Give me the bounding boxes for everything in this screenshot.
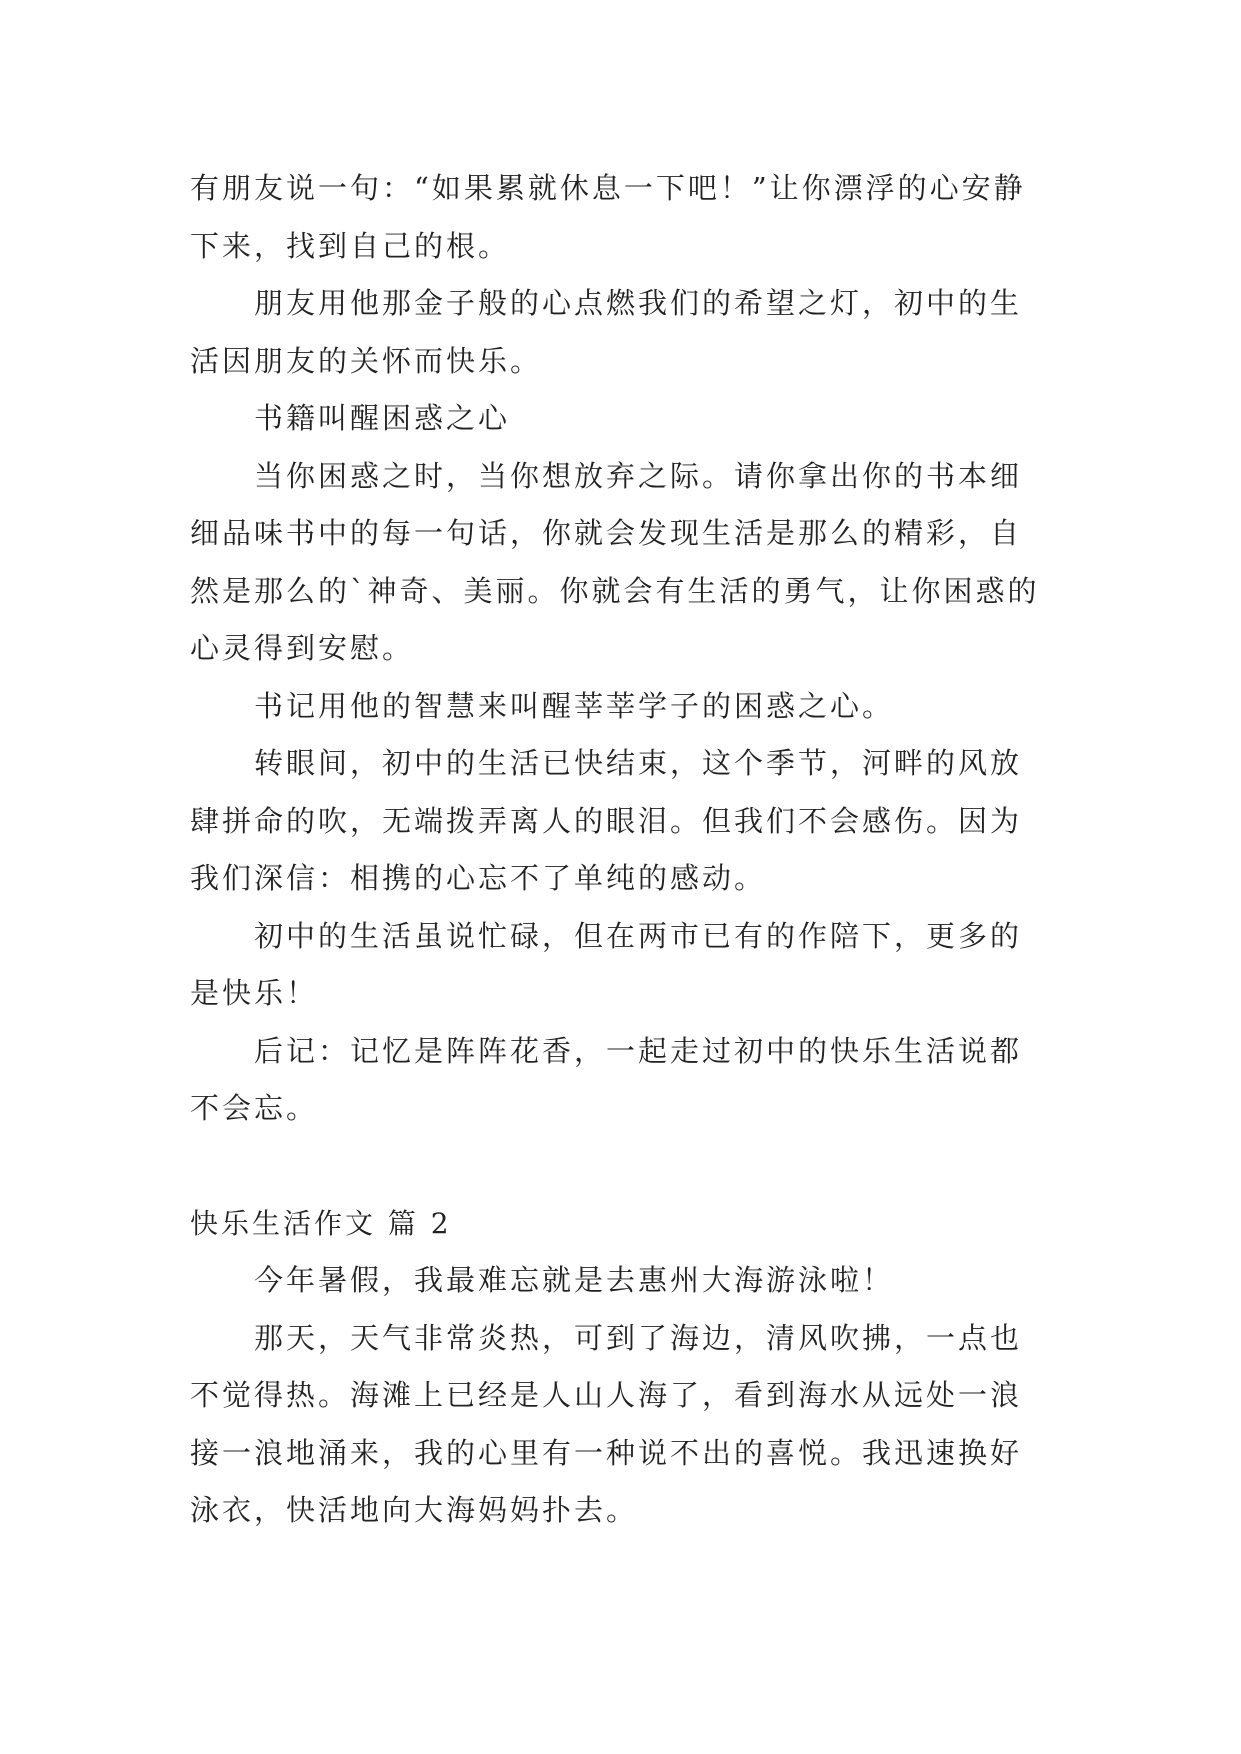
paragraph: 当你困惑之时，当你想放弃之际。请你拿出你的书本细细品味书中的每一句话，你就会发现生活是那么的精彩，自然是那么的`神奇、美丽。你就会有生活的勇气，让你困惑的心灵得到安慰。	[190, 458, 1040, 665]
paragraph: 那天，天气非常炎热，可到了海边，清风吹拂，一点也不觉得热。海滩上已经是人山人海了，看到海水从远处一浪接一浪地涌来，我的心里有一种说不出的喜悦。我迅速换好泳衣，快活地向大海妈妈扑去。	[190, 1320, 1023, 1527]
paragraph: 有朋友说一句：“如果累就休息一下吧！”让你漂浮的心安静下来，找到自己的根。	[190, 171, 1026, 263]
subheading: 书籍叫醒困惑之心	[254, 401, 511, 435]
paragraph: 书记用他的智慧来叫醒莘莘学子的困惑之心。	[254, 688, 895, 723]
paragraph: 初中的生活虽说忙碌，但在两市已有的作陪下，更多的是快乐！	[190, 918, 1023, 1010]
paragraph: 后记：记忆是阵阵花香，一起走过初中的快乐生活说都不会忘。	[190, 1033, 1023, 1125]
paragraph: 转眼间，初中的生活已快结束，这个季节，河畔的风放肆拼命的吹，无端拨弄离人的眼泪。但我们不会感伤。因为我们深信：相携的心忘不了单纯的感动。	[190, 746, 1023, 895]
paragraph: 朋友用他那金子般的心点燃我们的希望之灯，初中的生活因朋友的关怀而快乐。	[190, 286, 1023, 378]
document-body	[190, 160, 1050, 1540]
section-gap	[190, 1138, 1050, 1195]
section-title: 快乐生活作文 篇 2	[190, 1206, 452, 1240]
paragraph: 今年暑假，我最难忘就是去惠州大海游泳啦！	[254, 1263, 895, 1297]
